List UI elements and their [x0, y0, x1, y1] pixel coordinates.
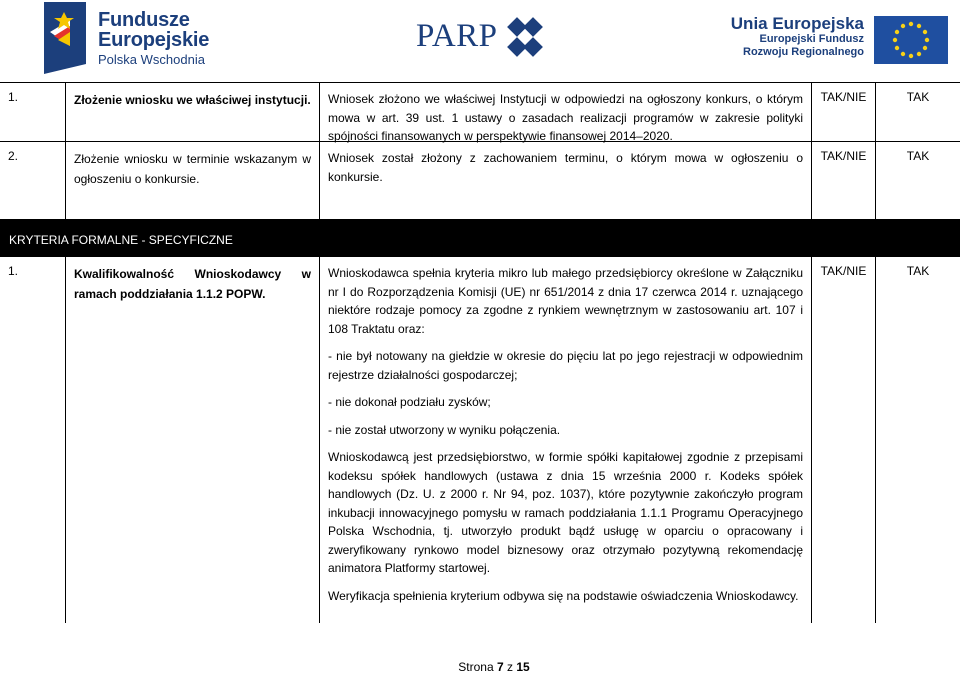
- footer-page-number: 7: [496, 660, 504, 674]
- fe-logo-line2: Europejskie: [98, 29, 210, 51]
- criterion-number: 2.: [0, 142, 66, 220]
- footer-page-separator: z: [507, 660, 514, 674]
- criterion-options: TAK/NIE: [812, 142, 876, 220]
- criterion-name: Złożenie wniosku we właściwej instytucji.: [66, 83, 320, 142]
- ue-logo-line1: Unia Europejska: [730, 14, 864, 33]
- section-header-specific-criteria: KRYTERIA FORMALNE - SPECYFICZNE: [0, 219, 960, 257]
- criterion-value: TAK: [906, 264, 930, 278]
- fundusze-europejskie-wordmark: [98, 10, 209, 67]
- description-paragraph: - nie był notowany na giełdzie w okresie do pięciu lat po jego rejestracji w odpowiednim rejestrze działalności gospodarczej;: [328, 349, 803, 382]
- criterion-number: 1.: [0, 257, 66, 623]
- fundusze-europejskie-emblem-icon: [44, 2, 92, 74]
- table-row: [0, 257, 960, 623]
- criterion-description: Wniosek złożono we właściwej Instytucji w odpowiedzi na ogłoszony konkurs, o którym mowa w art. 39 ust. 1 ustawy o zasadach realizacji programów w zakresie polityki spójności finansowanych w perspektywie finansowej 2014–2020.: [320, 83, 812, 142]
- fe-logo-line1: Fundusze: [98, 9, 190, 31]
- unia-europejska-logo: [730, 14, 954, 66]
- criterion-options: TAK/NIE: [812, 257, 876, 623]
- description-paragraph: Weryfikacja spełnienia kryterium odbywa się na podstawie oświadczenia Wnioskodawcy.: [328, 588, 799, 603]
- eu-flag-icon: [874, 16, 948, 64]
- description-paragraph: - nie został utworzony w wyniku połączenia.: [328, 422, 561, 437]
- footer-page-total: 15: [516, 660, 530, 674]
- fe-logo-line3: Polska Wschodnia: [98, 52, 205, 67]
- parp-logo: [416, 14, 556, 64]
- parp-wordmark: PARP: [416, 18, 498, 54]
- criterion-description: Wniosek został złożony z zachowaniem terminu, o którym mowa w ogłoszeniu o konkursie.: [320, 142, 812, 220]
- ue-logo-line2: Europejski Fundusz: [759, 33, 864, 45]
- description-paragraph: Wnioskodawca spełnia kryteria mikro lub małego przedsiębiorcy określone w Załączniku nr I do Rozporządzenia Komisji (UE) nr 651/2014 z dnia 17 czerwca 2014 r. uznającego niektóre rodzaje pomocy za zgodne z rynkiem wewnętrznym w zastosowaniu art. 107 i 108 Traktatu oraz:: [328, 266, 803, 336]
- criterion-value: TAK: [906, 149, 930, 163]
- fundusze-europejskie-logo: [44, 2, 219, 74]
- criterion-options: TAK/NIE: [812, 83, 876, 142]
- unia-europejska-wordmark: [731, 14, 864, 59]
- document-header: [0, 0, 960, 78]
- criterion-description: [320, 257, 812, 623]
- criterion-number: 1.: [0, 83, 66, 142]
- footer-page-prefix: Strona: [458, 660, 494, 674]
- description-paragraph: Wnioskodawcą jest przedsiębiorstwo, w formie spółki kapitałowej zgodnie z przepisami kodeksu spółek handlowych (ustawa z dnia 15 września 2000 r. Kodeks spółek handlowych (Dz. U. z 2000 r. Nr 94, poz. 1037), które pozytywnie zakończyło program inkubacji innowacyjnego pomysłu w ramach poddziałania 1.1.1 Programu Operacyjnego Polska Wschodnia, tj. utworzyło produkt bądź usługę w oparciu o opracowany i zweryfikowany rynkowo model biznesowy oraz otrzymało pozytywną rekomendację animatora Platformy startowej.: [328, 450, 803, 575]
- parp-emblem-icon: [500, 14, 550, 64]
- criterion-name: Złożenie wniosku w terminie wskazanym w ogłoszeniu o konkursie.: [66, 142, 320, 220]
- page-footer: [0, 660, 960, 674]
- criterion-value: TAK: [906, 90, 930, 104]
- ue-logo-line3: Rozwoju Regionalnego: [743, 46, 864, 58]
- table-row: [0, 141, 960, 220]
- criterion-name: Kwalifikowalność Wnioskodawcy w ramach poddziałania 1.1.2 POPW.: [66, 257, 320, 623]
- table-row: [0, 82, 960, 142]
- description-paragraph: - nie dokonał podziału zysków;: [328, 395, 491, 409]
